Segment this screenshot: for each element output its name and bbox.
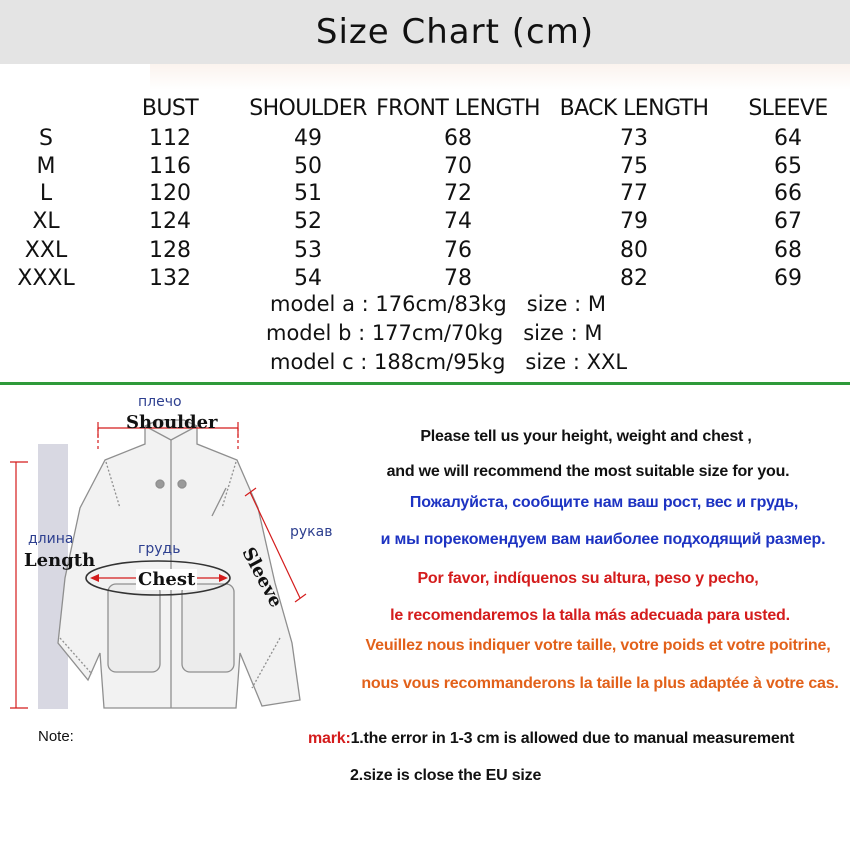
back-length-value: 77 — [620, 181, 648, 206]
front-length-value: 68 — [444, 126, 472, 151]
shoulder-value: 54 — [294, 266, 322, 291]
table-header-row — [0, 96, 850, 124]
shoulder-value: 53 — [294, 238, 322, 263]
chest-label-en: Chest — [138, 569, 196, 590]
bust-value: 132 — [149, 266, 191, 291]
message-en-line-2: and we will recommend the most suitable size for you. — [386, 463, 790, 480]
sleeve-value: 65 — [774, 154, 802, 179]
message-ru-line-2: и мы порекомендуем вам наиболее подходящий размер. — [380, 531, 826, 548]
message-fr-line-1: Veuillez nous indiquer votre taille, votre poids et votre poitrine, — [365, 637, 831, 654]
size-label: XL — [32, 209, 60, 234]
size-label: S — [39, 126, 53, 151]
back-length-value: 82 — [620, 266, 648, 291]
bust-value: 120 — [149, 181, 191, 206]
table-row — [0, 154, 850, 182]
sleeve-value: 64 — [774, 126, 802, 151]
note-line-2: 2.size is close the EU size — [350, 767, 542, 784]
shoulder-label-en: Shoulder — [126, 412, 218, 433]
table-row — [0, 238, 850, 266]
length-label-en: Length — [24, 550, 96, 571]
front-length-value: 74 — [444, 209, 472, 234]
length-measure — [10, 462, 28, 708]
model-a-info: model a : 176cm/83kg size : M — [270, 292, 607, 316]
shoulder-value: 49 — [294, 126, 322, 151]
note-line-1 — [308, 730, 794, 748]
section-divider — [0, 382, 850, 385]
size-label: XXL — [24, 238, 68, 263]
mark-label: mark: — [308, 730, 351, 747]
message-es-line-1: Por favor, indíquenos su altura, peso y pecho, — [417, 570, 759, 587]
size-label: L — [39, 181, 53, 206]
note-label: Note: — [38, 728, 74, 745]
shoulder-value: 52 — [294, 209, 322, 234]
length-label-ru: длина — [28, 531, 74, 547]
table-row — [0, 209, 850, 237]
page-title: Size Chart (cm) — [315, 12, 595, 52]
size-label: XXXL — [17, 266, 75, 291]
chest-label-ru: грудь — [138, 541, 181, 557]
back-length-value: 73 — [620, 126, 648, 151]
table-row — [0, 181, 850, 209]
back-length-value: 79 — [620, 209, 648, 234]
front-length-value: 78 — [444, 266, 472, 291]
message-ru-line-1: Пожалуйста, сообщите нам ваш рост, вес и грудь, — [409, 494, 799, 511]
bust-value: 124 — [149, 209, 191, 234]
sleeve-label-ru: рукав — [290, 524, 333, 540]
measurement-diagram — [0, 388, 345, 728]
back-length-value: 80 — [620, 238, 648, 263]
bust-value: 112 — [149, 126, 191, 151]
message-fr-line-2: nous vous recommanderons la taille la plus adaptée à votre cas. — [361, 675, 839, 692]
message-es-line-2: le recomendaremos la talla más adecuada para usted. — [390, 607, 790, 624]
front-length-value: 72 — [444, 181, 472, 206]
sleeve-value: 66 — [774, 181, 802, 206]
bust-value: 116 — [149, 154, 191, 179]
front-length-value: 70 — [444, 154, 472, 179]
column-header-shoulder: SHOULDER — [249, 96, 367, 121]
front-length-value: 76 — [444, 238, 472, 263]
message-en-line-1: Please tell us your height, weight and chest , — [420, 428, 752, 445]
table-header-band — [150, 64, 850, 90]
shoulder-label-ru: плечо — [138, 394, 182, 410]
left-shade — [38, 444, 68, 709]
table-row — [0, 126, 850, 154]
back-length-value: 75 — [620, 154, 648, 179]
column-header-sleeve: SLEEVE — [748, 96, 828, 121]
sleeve-label-en: Sleeve — [237, 544, 287, 611]
column-header-front-length: FRONT LENGTH — [376, 96, 540, 121]
note-line-1-text: 1.the error in 1-3 cm is allowed due to manual measurement — [350, 730, 795, 747]
column-header-back-length: BACK LENGTH — [559, 96, 709, 121]
size-label: M — [36, 154, 56, 179]
model-c-info: model c : 188cm/95kg size : XXL — [270, 350, 628, 374]
sleeve-value: 67 — [774, 209, 802, 234]
header-band — [0, 0, 850, 64]
bust-value: 128 — [149, 238, 191, 263]
model-b-info: model b : 177cm/70kg size : M — [266, 321, 603, 345]
sleeve-value: 69 — [774, 266, 802, 291]
shoulder-value: 51 — [294, 181, 322, 206]
table-row — [0, 266, 850, 294]
column-header-bust: BUST — [141, 96, 199, 121]
shoulder-value: 50 — [294, 154, 322, 179]
sleeve-value: 68 — [774, 238, 802, 263]
